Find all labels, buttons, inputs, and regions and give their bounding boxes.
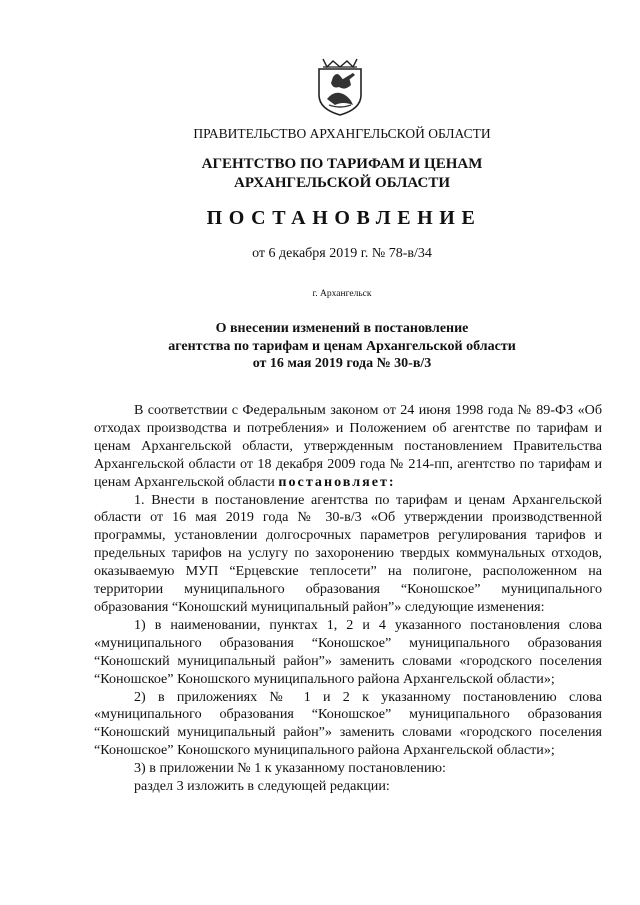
document-subject (22, 320, 640, 373)
subitem-1-paragraph: 1) в наименовании, пунктах 1, 2 и 4 указанного постановления слова «муниципального образования “Коношское” муниципального образования “Коношский муниципальный район”» заменить словами «городского поселения “Коношское” Коношского муниципального района Архангельской области»; (94, 616, 602, 687)
coat-of-arms-icon (315, 55, 365, 117)
agency-name-line2: АРХАНГЕЛЬСКОЙ ОБЛАСТИ (234, 175, 450, 191)
document-city: г. Архангельск (312, 289, 372, 299)
subject-line2: агентства по тарифам и ценам Архангельской области (168, 338, 516, 354)
government-name: ПРАВИТЕЛЬСТВО АРХАНГЕЛЬСКОЙ ОБЛАСТИ (193, 126, 491, 141)
agency-name-line1: АГЕНТСТВО ПО ТАРИФАМ И ЦЕНАМ (201, 156, 483, 172)
subject-line1: О внесении изменений в постановление (215, 321, 469, 336)
preamble-paragraph (94, 402, 602, 492)
subitem-3-paragraph: 3) в приложении № 1 к указанному постановлению: (134, 760, 446, 777)
subitem-2-paragraph: 2) в приложениях № 1 и 2 к указанному постановлению слова «муниципального образования “Коношское” муниципального образования “Коношский муниципальный район”» заменить словами «городского поселения “Коношское” Коношского муниципального района Архангельской области»; (94, 688, 602, 759)
subitem-3-section-paragraph: раздел 3 изложить в следующей редакции: (134, 778, 390, 795)
document-date-number: от 6 декабря 2019 г. № 78-в/34 (252, 246, 432, 261)
document-type-title: ПОСТАНОВЛЕНИЕ (206, 207, 482, 229)
preamble-text: В соответствии с Федеральным законом от 24 июня 1998 года № 89-ФЗ «Об отходах производства и потребления» и Положением об агентстве по тарифам и ценам Архангельской области, утвержденным постановлением Правительства Архангельской области от 18 декабря 2009 года № 214-пп, агентство по тарифам и ценам Архангельской области (94, 402, 602, 490)
agency-name (22, 155, 640, 193)
subject-line3: от 16 мая 2019 года № 30-в/3 (252, 356, 432, 371)
item-1-paragraph: 1. Внести в постановление агентства по тарифам и ценам Архангельской области от 16 мая 2019 года № 30-в/3 «Об утверждении производственной программы, установлении долгосрочных параметров регулирования тарифов и предельных тарифов на услугу по захоронению твердых коммунальных отходов, оказываемую МУП “Ерцевские теплосети” на полигоне, расположенном на территории муниципального образования “Коношское” муниципального образования “Коношский муниципальный район”» следующие изменения: (94, 491, 602, 615)
document-body (94, 402, 602, 796)
decree-word: постановляет: (278, 473, 396, 490)
